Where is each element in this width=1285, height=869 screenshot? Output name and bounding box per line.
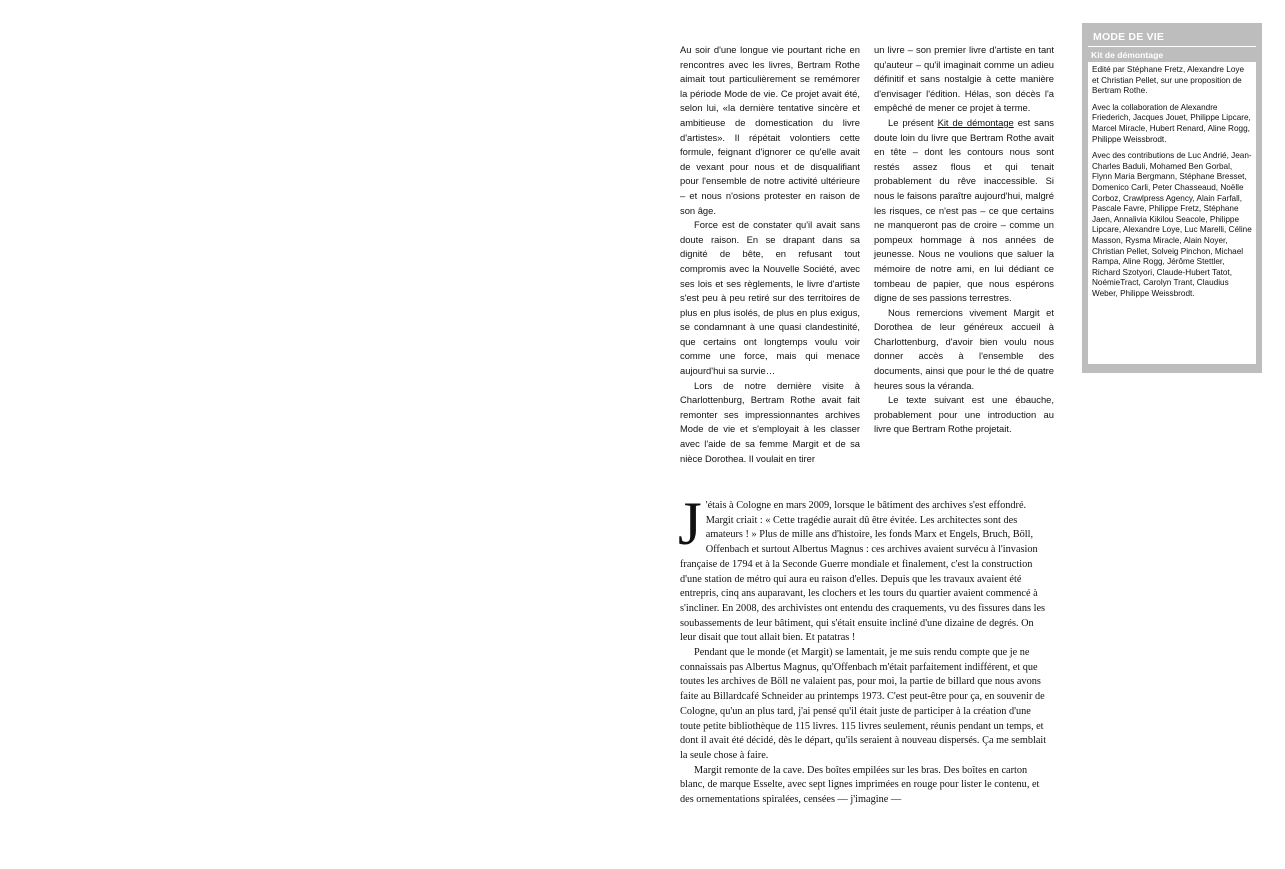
intro-paragraph: Force est de constater qu'il avait sans doute raison. En se drapant dans sa dignité de bête, en refusant tout compromis avec la Nouvelle Société, avec ses lois et ses règlements, le livre d'artiste s'est peu à peu retiré sur des territoires de plus en plus isolés, de plus en plus exigus, se condamnant à une quasi clandestinité, que certains ont longtemps voulu voir comme une force, mais qui menace aujourd'hui sa survie…	[680, 219, 860, 377]
story-text	[678, 491, 1052, 808]
intro-paragraph: Le texte suivant est une ébauche, probablement pour une introduction au livre que Bertram Rothe projetait.	[874, 394, 1054, 435]
intro-paragraph: Lors de notre dernière visite à Charlottenburg, Bertram Rothe avait fait remonter ses impressionnantes archives Mode de vie et s'employait à les classer avec l'aide de sa femme Margit et de sa nièce Dorothea. Il voulait en tirer	[680, 379, 860, 464]
text-run: Le présent	[888, 116, 938, 128]
credits-editors: Edité par Stéphane Fretz, Alexandre Loye et Christian Pellet, sur une proposition de Bertram Rothe.	[1092, 65, 1245, 96]
credits-contributions: Avec des contributions de Luc Andrié, Jean-Charles Baduli, Mohamed Ben Gorbal, Flynn Maria Bergmann, Stéphane Bresset, Domenico Carli, Peter Chasseaud, Noëlle Corboz, Crawlpress Agency, Alain Farfall, Pascale Favre, Philippe Fretz, Stéphane Jaen, Annalivia Kikilou Seacole, Philippe Lipcare, Alexandre Loye, Luc Marelli, Céline Masson, Rysma Miracle, Alain Noyer, Christian Pellet, Solveig Pinchon, Michael Rampa, Aline Rogg, Jérôme Stettler, Richard Szotyori, Claude-Hubert Tatot, NoémieTract, Carolyn Trant, Claudius Weber, Philippe Weissbrodt.	[1092, 151, 1252, 298]
text-run: est sans doute loin du livre que Bertram Rothe avait en tête – dont les contours nous sont restés assez flous et qui tenait probablement du rêve inaccessible. Si nous le faisons paraître aujourd'hui, malgré les risques, ce n'est pas – ce que certains ne manqueront pas de croire – comme un pompeux hommage à nos années de jeunesse. Nous ne voulions que saluer la mémoire de notre ami, en lui dédiant ce tombeau de papier, que nous espérons digne de ses passions terrestres.	[874, 116, 1054, 304]
intro-paragraph: Au soir d'une longue vie pourtant riche en rencontres avec les livres, Bertram Rothe aimait tout particulièrement se remémorer la période Mode de vie. Ce projet avait été, selon lui, «la dernière tentative sincère et ambitieuse de domestication du livre d'artistes». Il répétait volontiers cette formule, feignant d'ignorer ce qu'elle avait de vexant pour nous et de disqualifiant pour l'ensemble de notre activité ultérieure – et nous n'osions protester en raison de son âge.	[680, 44, 860, 216]
sidebar-title: MODE DE VIE	[1088, 29, 1256, 47]
intro-column-left	[680, 43, 860, 466]
intro-paragraph: un livre – son premier livre d'artiste en tant qu'auteur – qu'il imaginait comme un adieu définitif et sans nostalgie à cette manière d'envisager l'édition. Hélas, son décès l'a empêché de mener ce projet à terme.	[874, 44, 1054, 114]
intro-paragraph: Nous remercions vivement Margit et Dorothea de leur généreux accueil à Charlottenburg, d'avoir bien voulu nous donner accès à l'ensemble des documents, ainsi que pour le thé de quatre heures sous la véranda.	[874, 306, 1054, 391]
intro-column-right	[874, 43, 1054, 437]
story-paragraph	[678, 491, 1052, 646]
book-title-underlined: Kit de démontage	[937, 116, 1014, 128]
intro-paragraph	[874, 116, 1054, 306]
credits-box	[1088, 62, 1256, 364]
drop-cap: J	[678, 491, 702, 558]
credits-sidebar	[1082, 23, 1262, 373]
sidebar-subtitle: Kit de démontage	[1091, 50, 1164, 60]
story-paragraph: Margit remonte de la cave. Des boîtes empilées sur les bras. Des boîtes en carton blanc, de marque Esselte, avec sept lignes imprimées en rouge pour lister le contenu, et des ornementations spiralées, censées — j'imagine —	[680, 764, 1040, 806]
text-run: 'étais à Cologne en mars 2009, lorsque le bâtiment des archives s'est effondré. Margit criait : « Cette tragédie aurait dû être évitée. Les architectes sont des amateurs ! » Plus de mille ans d'histoire, les fonds Marx et Engels, Bruch, Böll, Offenbach et surtout Albertus Magnus : ces archives avaient survécu à l'invasion française de 1794 et à la Seconde Guerre mondiale et finalement, c'est la construction d'une station de métro qui aura eu raison d'elles. Depuis que les travaux avaient été entrepris, cinq ans auparavant, les clochers et les tours du quartier avaient commencé à s'incliner. En 2008, des archivistes ont entendu des craquements, vu des fissures dans les soubassements de leur bâtiment, qui s'était ensuite incliné d'une dizaine de degrés. On leur disait que tout allait bien. Et patatras !	[680, 500, 1046, 644]
story-paragraph: Pendant que le monde (et Margit) se lamentait, je me suis rendu compte que je ne connaissais pas Albertus Magnus, qu'Offenbach m'était parfaitement indifférent, et que toutes les archives de Böll ne valaient pas, pour moi, la partie de billard que nous avons faite au Billardcafé Schneider au printemps 1973. C'est peut-être pour ça, en souvenir de Cologne, qu'un an plus tard, j'ai pensé qu'il était juste de participer à la création d'une toute petite bibliothèque de 115 livres. 115 livres seulement, réunis pendant un temps, et dont il avait été décidé, dès le départ, qu'ils seraient à nouveau dispersés. Ça me semblait la seule chose à faire.	[680, 647, 1047, 761]
credits-collaboration: Avec la collaboration de Alexandre Friederich, Jacques Jouet, Philippe Lipcare, Marcel Miracle, Hubert Renard, Aline Rogg, Philippe Weissbrodt.	[1092, 102, 1251, 144]
